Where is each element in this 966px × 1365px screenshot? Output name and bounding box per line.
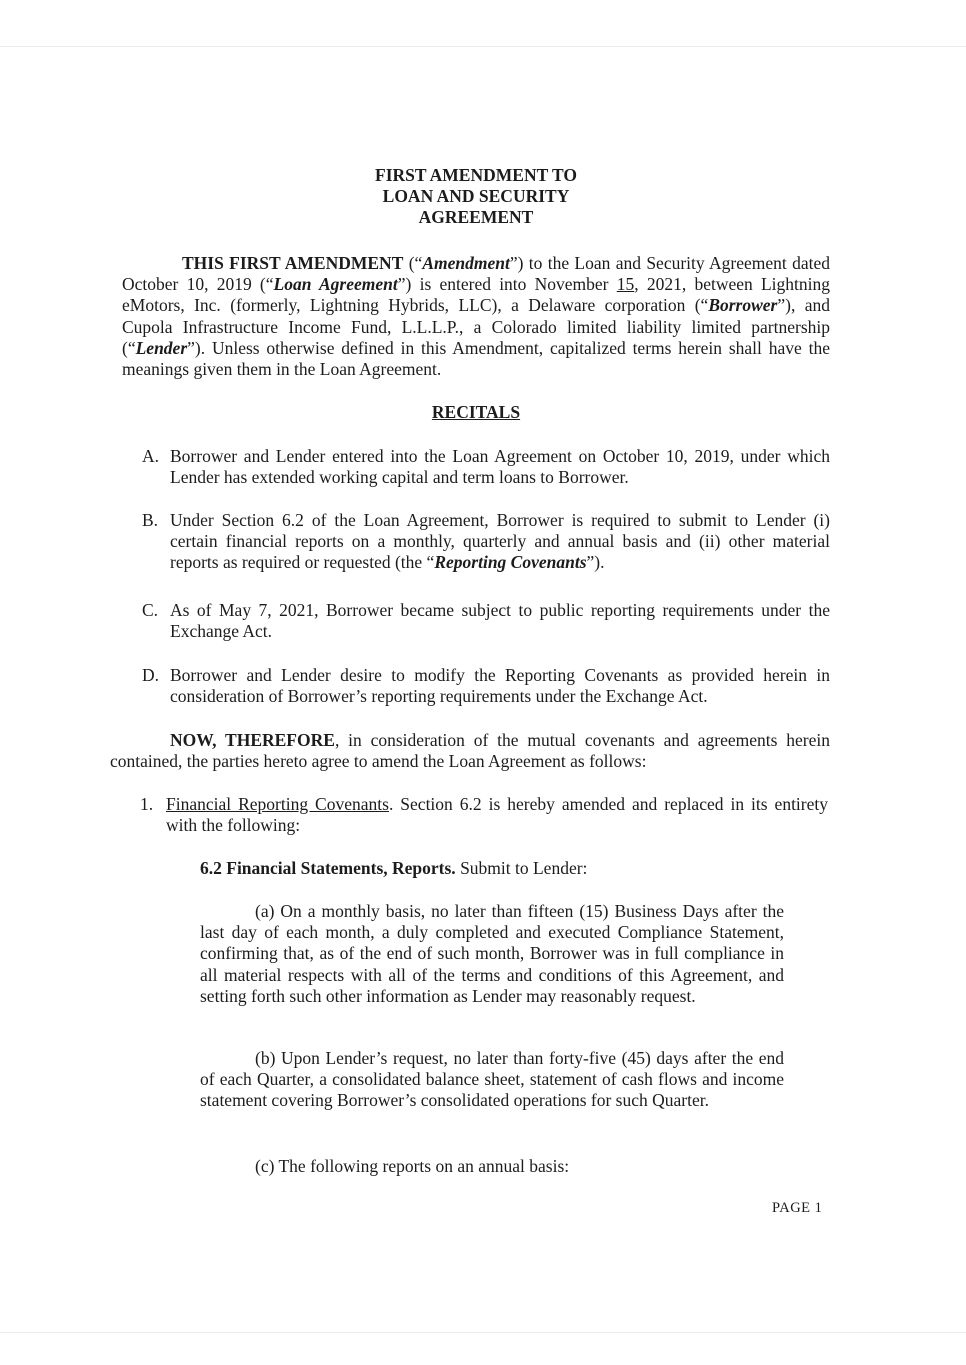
section-6-2-heading: 6.2 Financial Statements, Reports. bbox=[200, 858, 456, 878]
page-number: PAGE 1 bbox=[772, 1200, 823, 1216]
section-1-label: 1. bbox=[140, 794, 154, 814]
clause-b: (b) Upon Lender’s request, no later than forty-five (45) days after the end of each Quarter, a consolidated balance sheet, statement of cash flows and income statement covering Borrower’s consolidated operations for such Quarter. bbox=[200, 1048, 784, 1111]
scan-edge-top bbox=[0, 46, 966, 47]
recital-c-text: As of May 7, 2021, Borrower became subject to public reporting requirements under the Exchange Act. bbox=[170, 600, 830, 642]
term-loan-agreement: Loan Agreement bbox=[273, 274, 398, 295]
clause-c: (c) The following reports on an annual basis: bbox=[255, 1156, 570, 1176]
title-line-1: FIRST AMENDMENT TO bbox=[375, 165, 577, 185]
recital-d-text: Borrower and Lender desire to modify the Reporting Covenants as provided herein in consideration of Borrower’s reporting requirements under the Exchange Act. bbox=[170, 665, 830, 707]
term-borrower: Borrower bbox=[708, 295, 778, 316]
clause-a: (a) On a monthly basis, no later than fifteen (15) Business Days after the last day of each month, a duly completed and executed Compliance Statement, confirming that, as of the end of such month, Borrower was in full compliance in all material respects with all of the terms and conditions of this Agreement, and setting forth such other information as Lender may reasonably request. bbox=[200, 901, 784, 1006]
now-therefore-paragraph: NOW, THEREFORE, in consideration of the mutual covenants and agreements herein contained, the parties hereto agree to amend the Loan Agreement as follows: bbox=[110, 730, 830, 772]
title-line-2: LOAN AND SECURITY bbox=[382, 186, 570, 206]
recital-c-label: C. bbox=[142, 600, 159, 620]
section-1-heading: Financial Reporting Covenants bbox=[166, 794, 389, 814]
recital-d-label: D. bbox=[142, 665, 160, 685]
document-title bbox=[300, 165, 652, 228]
recitals-heading: RECITALS bbox=[431, 402, 521, 422]
title-line-3: AGREEMENT bbox=[418, 207, 534, 227]
section-6-2-heading-line: 6.2 Financial Statements, Reports. Submit to Lender: bbox=[200, 858, 588, 878]
recital-b-text: Under Section 6.2 of the Loan Agreement, Borrower is required to submit to Lender (i) certain financial reports on a monthly, quarterly and annual basis and (ii) other material reports as required or requested (the “Reporting Covenants”). bbox=[170, 510, 830, 573]
handwritten-date: 15 bbox=[616, 274, 635, 295]
recital-b-label: B. bbox=[142, 510, 159, 530]
scan-edge-bottom bbox=[0, 1332, 966, 1333]
section-1-text: Financial Reporting Covenants. Section 6.2 is hereby amended and replaced in its entirety with the following: bbox=[166, 794, 829, 836]
intro-paragraph: THIS FIRST AMENDMENT (“Amendment”) to the Loan and Security Agreement dated October 10, 2019 (“Loan Agreement”) is entered into November 15, 2021, between Lightning eMotors, Inc. (formerly, Lightning Hybrids, LLC), a Delaware corporation (“Borrower”), and Cupola Infrastructure Income Fund, L.L.L.P., a Colorado limited liability limited partnership (“Lender”). Unless otherwise defined in this Amendment, capitalized terms herein shall have the meanings given them in the Loan Agreement. bbox=[122, 253, 831, 380]
recital-a-text: Borrower and Lender entered into the Loan Agreement on October 10, 2019, under which Lender has extended working capital and term loans to Borrower. bbox=[170, 446, 830, 488]
intro-lead: THIS FIRST AMENDMENT bbox=[182, 253, 404, 273]
term-reporting-covenants: Reporting Covenants bbox=[434, 552, 587, 573]
term-lender: Lender bbox=[135, 337, 188, 358]
recital-a-label: A. bbox=[142, 446, 160, 466]
now-therefore-lead: NOW, THEREFORE bbox=[170, 730, 335, 750]
term-amendment: Amendment bbox=[422, 253, 510, 273]
